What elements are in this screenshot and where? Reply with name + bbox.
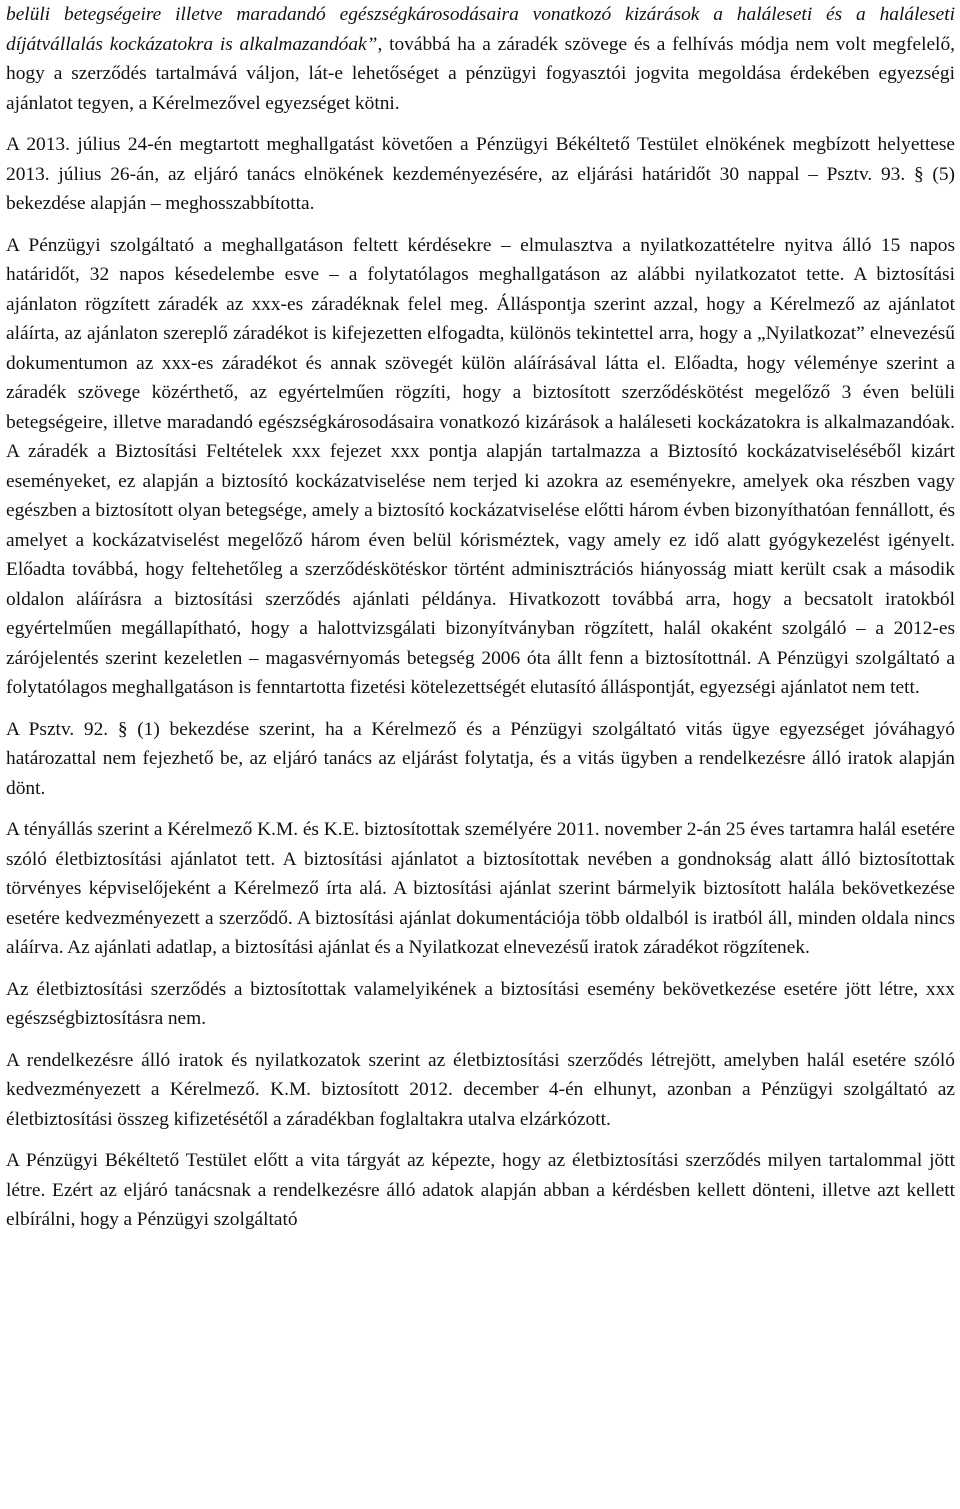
paragraph-dispute-subject: A Pénzügyi Békéltető Testület előtt a vita tárgyát az képezte, hogy az életbiztosítási szerződés milyen tartalommal jött létre. Ezért az eljáró tanácsnak a rendelkezésre álló adatok alapján abban a kérdésben kellett dönteni, illetve azt kellett elbírálni, hogy a Pénzügyi szolgáltató bbox=[6, 1150, 955, 1230]
paragraph-continuation bbox=[6, 0, 955, 118]
paragraph-deadline-extension: A 2013. július 24-én megtartott meghallgatást követően a Pénzügyi Békéltető Testület elnökének megbízott helyettese 2013. július 26-án, az eljáró tanács elnökének kezdeményezésére, az eljárási határidőt 30 nappal – Psztv. 93. § (5) bekezdése alapján – meghosszabbította. bbox=[6, 134, 955, 214]
paragraph-provider-statement: A Pénzügyi szolgáltató a meghallgatáson feltett kérdésekre – elmulasztva a nyilatkozattételre nyitva álló 15 napos határidőt, 32 napos késedelembe esve – a folytatólagos meghallgatáson az alábbi nyilatkozatot tette. A biztosítási ajánlaton rögzített záradék az xxx-es záradéknak felel meg. Álláspontja szerint azzal, hogy a Kérelmező az ajánlatot aláírta, az ajánlaton szereplő záradékot is kifejezetten elfogadta, különös tekintettel arra, hogy a „Nyilatkozat” elnevezésű dokumentumon az xxx-es záradékot és annak szövegét külön aláírásával látta el. Előadta, hogy véleménye szerint a záradék szövege közérthető, az egyértelműen rögzíti, hogy a biztosított szerződéskötést megelőző 3 éven belüli betegségeire, illetve maradandó egészségkárosodásaira vonatkozó kizárások a haláleseti kockázatokra is alkalmazandóak. A záradék a Biztosítási Feltételek xxx fejezet xxx pontja alapján tartalmazza a Biztosító kockázatviseléséből kizárt eseményeket, ez alapján a biztosító kockázatviselése nem terjed ki azokra az eseményekre, amelyek oka részben vagy egészben a biztosított olyan betegsége, amely a biztosító kockázatviselése előtti három évben bizonyíthatóan fennállott, és amelyet a kockázatviselést megelőző három éven belül kórisméztek, vagy amely ez idő alatt gyógykezelést igényelt. Előadta továbbá, hogy feltehetőleg a szerződéskötéskor történt adminisztrációs hiányosság miatt került csak a második oldalon aláírásra a biztosítási szerződés ajánlati példánya. Hivatkozott továbbá arra, hogy a becsatolt iratokból egyértelműen megállapítható, hogy a halottvizsgálati bizonyítványban rögzített, halál okaként szolgáló – a 2012-es zárójelentés szerint kezeletlen – magasvérnyomás betegség 2006 óta állt fenn a biztosítottnál. A Pénzügyi szolgáltató a folytatólagos meghallgatáson is fenntartotta fizetési kötelezettségét elutasító álláspontját, egyezségi ajánlatot nem tett. bbox=[6, 234, 955, 698]
paragraph-life-insurance: Az életbiztosítási szerződés a biztosítottak valamelyikének a biztosítási esemény bekövetkezése esetére jött létre, xxx egészségbiztosításra nem. bbox=[6, 978, 955, 1029]
paragraph-facts: A tényállás szerint a Kérelmező K.M. és K.E. biztosítottak személyére 2011. november 2-án 25 éves tartamra halál esetére szóló életbiztosítási ajánlatot tett. A biztosítási ajánlatot a biztosítottak nevében a gondnokság alatt álló biztosítottak törvényes képviselőjeként a Kérelmező írta alá. A biztosítási ajánlat szerint bármelyik biztosított halála bekövetkezése esetére kedvezményezett a szerződő. A biztosítási ajánlat dokumentációja több oldalból is iratból áll, minden oldala nincs aláírva. Az ajánlati adatlap, a biztosítási ajánlat és a Nyilatkozat elnevezésű iratok záradékot rögzítenek. bbox=[6, 819, 955, 958]
paragraph-documents: A rendelkezésre álló iratok és nyilatkozatok szerint az életbiztosítási szerződés létrejött, amelyben halál esetére szóló kedvezményezett a Kérelmező. K.M. biztosított 2012. december 4-én elhunyt, azonban a Pénzügyi szolgáltató az életbiztosítási összeg kifizetésétől a záradékban foglaltakra utalva elzárkózott. bbox=[6, 1049, 955, 1130]
paragraph-continuation-text: , továbbá ha a záradék szövege és a felhívás módja nem volt megfelelő, hogy a szerződés tartalmává váljon, lát-e lehetőséget a pénzügyi fogyasztói jogvita megoldása érdekében egyezségi ajánlatot tegyen, a Kérelmezővel egyezséget kötni. bbox=[6, 33, 955, 114]
paragraph-psztv-92: A Psztv. 92. § (1) bekezdése szerint, ha a Kérelmező és a Pénzügyi szolgáltató vitás ügye egyezséget jóváhagyó határozattal nem fejezhető be, az eljáró tanács az eljárást folytatja, és a vitás ügyben a rendelkezésre álló iratok alapján dönt. bbox=[6, 718, 955, 799]
quoted-clause-italic: belüli betegségeire illetve maradandó egészségkárosodásaira vonatkozó kizárások a haláleseti és a haláleseti díjátvállalás kockázatokra is alkalmazandóak” bbox=[6, 4, 955, 55]
